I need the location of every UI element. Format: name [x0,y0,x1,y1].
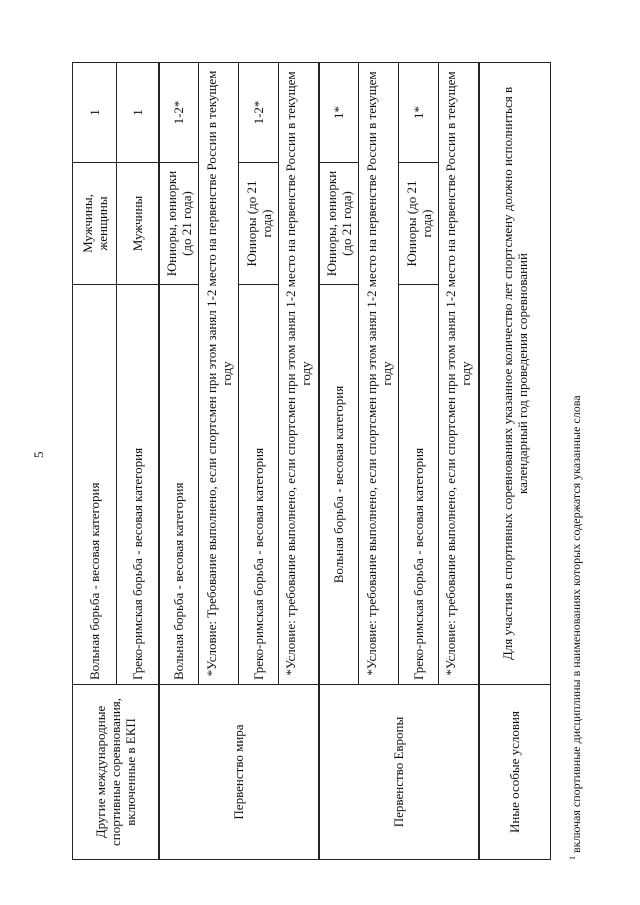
gender-cell: Юниоры, юниорки (до 21 года) [159,163,199,285]
place-cell: 1 [117,63,159,163]
gender-cell: Мужчины [117,163,159,285]
place-cell: 1-2* [239,63,279,163]
discipline-cell: Вольная борьба - весовая категория [73,285,117,685]
footnote [566,70,583,860]
event-cell: Другие международные спортивные соревнования, включенные в ЕКП [73,685,159,860]
event-cell: Первенство Европы [319,685,479,860]
gender-cell: Мужчины, женщины [73,163,117,285]
footnote-text: включая спортивные дисциплины в наименованиях которых содержатся указанные слова [569,395,583,853]
condition-cell: *Условие: Требование выполнено, если спортсмен при этом занял 1-2 место на первенстве России в текущем году [199,63,239,685]
footnote-marker: 1 [568,856,577,860]
condition-cell: *Условие: требование выполнено, если спортсмен при этом занял 1-2 место на первенстве России в текущем году [359,63,399,685]
place-cell: 1-2* [159,63,199,163]
event-cell: Первенство мира [159,685,319,860]
table-row [73,63,117,860]
discipline-cell: Греко-римская борьба - весовая категория [239,285,279,685]
discipline-cell: Греко-римская борьба - весовая категория [117,285,159,685]
gender-cell: Юниоры (до 21 года) [239,163,279,285]
place-cell: 1* [319,63,359,163]
special-conditions-cell: Для участия в спортивных соревнованиях указанное количество лет спортсмену должно исполниться в календарный год проведения соревнований [479,63,551,685]
place-cell: 1 [73,63,117,163]
condition-cell: *Условие: требование выполнено, если спортсмен при этом занял 1-2 место на первенстве России в текущем году [279,63,319,685]
discipline-cell: Вольная борьба - весовая категория [159,285,199,685]
discipline-cell: Греко-римская борьба - весовая категория [399,285,439,685]
gender-cell: Юниоры, юниорки (до 21 года) [319,163,359,285]
requirements-table [72,63,550,860]
discipline-cell: Вольная борьба - весовая категория [319,285,359,685]
place-cell: 1* [399,63,439,163]
page-number: 5 [31,451,46,458]
gender-cell: Юниоры (до 21 года) [399,163,439,285]
table-row [159,63,199,860]
condition-cell: *Условие: требование выполнено, если спортсмен при этом занял 1-2 место на первенстве России в текущем году [439,63,479,685]
table-row [319,63,359,860]
event-cell: Иные особые условия [479,685,551,860]
table-row [479,63,551,860]
